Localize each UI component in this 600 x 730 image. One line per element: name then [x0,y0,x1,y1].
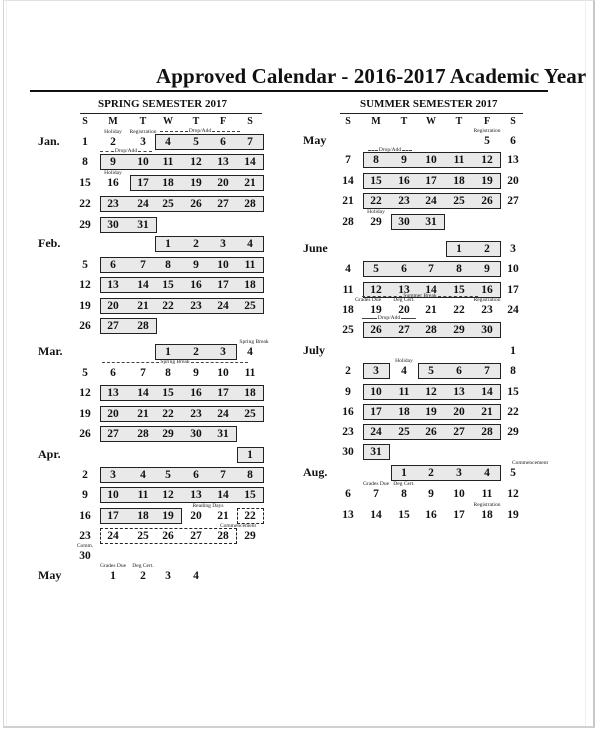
calendar-day: 13 [190,489,202,501]
calendar-day: 23 [190,408,202,420]
range-line [368,150,378,151]
calendar-day: 27 [190,530,202,542]
calendar-day: 19 [370,304,382,316]
calendar-day: 22 [162,408,174,420]
calendar-day: 29 [453,324,465,336]
calendar-day: 31 [137,219,149,231]
calendar-day: 14 [217,489,229,501]
calendar-day: 15 [398,509,410,521]
calendar-day: 3 [456,467,462,479]
calendar-day: 31 [217,428,229,440]
calendar-day: 6 [110,367,116,379]
calendar-day: 26 [79,428,91,440]
spring-day-annotation: Grades Due [99,563,127,569]
summer-weekday-header: F [483,116,491,127]
calendar-day: 7 [140,259,146,271]
spring-weekday-header: M [108,116,118,127]
summer-month-label: May [303,133,327,147]
calendar-day: 13 [107,387,119,399]
calendar-day: 27 [507,195,519,207]
summer-weekday-header: M [371,116,381,127]
calendar-day: 4 [193,570,199,582]
calendar-day: 19 [190,177,202,189]
spring-day-annotation: Holiday [104,129,122,135]
calendar-day: 17 [107,510,119,522]
calendar-day: 29 [244,530,256,542]
calendar-day: 3 [220,238,226,250]
calendar-day: 15 [370,175,382,187]
calendar-day: 8 [165,259,171,271]
calendar-day: 30 [481,324,493,336]
calendar-day: 27 [217,198,229,210]
calendar-day: 23 [398,195,410,207]
calendar-day: 2 [428,467,434,479]
calendar-day: 10 [217,367,229,379]
calendar-day: 5 [373,263,379,275]
calendar-day: 4 [140,469,146,481]
calendar-day: 24 [217,408,229,420]
range-line [362,296,402,297]
calendar-day: 17 [507,284,519,296]
calendar-day: 14 [481,386,493,398]
calendar-day: 11 [481,488,493,500]
calendar-day: 16 [190,387,202,399]
calendar-day: 4 [247,238,253,250]
calendar-day: 28 [244,198,256,210]
calendar-day: 3 [165,570,171,582]
calendar-day: 1 [510,345,516,357]
calendar-day: 5 [428,365,434,377]
calendar-day: 27 [398,324,410,336]
calendar-day: 16 [107,177,119,189]
summer-month-label: July [303,343,326,357]
calendar-day: 7 [220,469,226,481]
calendar-day: 12 [370,284,382,296]
calendar-day: 19 [481,175,493,187]
calendar-day: 11 [398,386,410,398]
calendar-day: 2 [193,238,199,250]
spring-semester-heading: SPRING SEMESTER 2017 [98,98,227,110]
range-label: Drop/Add [114,148,138,154]
calendar-day: 14 [137,279,149,291]
calendar-day: 22 [453,304,465,316]
calendar-day: 14 [370,509,382,521]
calendar-day: 4 [401,365,407,377]
calendar-day: 19 [162,510,174,522]
calendar-day: 9 [193,259,199,271]
calendar-day: 11 [244,367,256,379]
calendar-day: 2 [82,469,88,481]
calendar-day: 22 [370,195,382,207]
calendar-day: 4 [247,346,253,358]
calendar-day: 13 [107,279,119,291]
calendar-day: 28 [342,216,354,228]
calendar-day: 7 [428,263,434,275]
calendar-day: 10 [507,263,519,275]
calendar-day: 6 [193,469,199,481]
calendar-day: 5 [193,136,199,148]
calendar-day: 21 [217,510,229,522]
calendar-day: 22 [79,198,91,210]
calendar-day: 4 [484,467,490,479]
calendar-day: 7 [140,367,146,379]
calendar-day: 5 [510,467,516,479]
calendar-day: 20 [453,406,465,418]
calendar-day: 11 [244,259,256,271]
calendar-day: 26 [79,320,91,332]
calendar-day: 15 [79,177,91,189]
calendar-day: 18 [137,510,149,522]
calendar-day: 13 [507,154,519,166]
calendar-day: 18 [162,177,174,189]
calendar-day: 21 [137,408,149,420]
calendar-day: 12 [507,488,519,500]
calendar-day: 24 [425,195,437,207]
range-label: Drop/Add [188,128,212,134]
calendar-day: 5 [484,135,490,147]
calendar-day: 31 [425,216,437,228]
range-label: Summer Break [403,293,437,299]
spring-day-annotation: Registration [129,129,157,135]
summer-day-annotation: Deg Cert. [393,297,415,303]
calendar-day: 17 [217,279,229,291]
calendar-day: 25 [137,530,149,542]
calendar-day: 29 [507,426,519,438]
calendar-day: 9 [484,263,490,275]
calendar-day: 15 [507,386,519,398]
calendar-day: 18 [398,406,410,418]
calendar-day: 30 [190,428,202,440]
calendar-day: 12 [425,386,437,398]
calendar-day: 21 [342,195,354,207]
calendar-day: 30 [342,446,354,458]
calendar-day: 17 [425,175,437,187]
calendar-day: 27 [107,320,119,332]
calendar-day: 7 [247,136,253,148]
calendar-day: 9 [193,367,199,379]
summer-day-annotation: Holiday [395,358,413,364]
calendar-day: 23 [190,300,202,312]
calendar-day: 15 [244,489,256,501]
calendar-day: 5 [82,259,88,271]
calendar-day: 14 [244,156,256,168]
calendar-day: 5 [165,469,171,481]
calendar-day: 4 [165,136,171,148]
spring-day-annotation: Comm. [76,543,94,549]
summer-weekday-header: T [400,116,408,127]
calendar-day: 16 [79,510,91,522]
calendar-day: 6 [110,259,116,271]
range-label: Drop/Add [377,315,401,321]
spring-weekday-header: T [139,116,147,127]
calendar-day: 15 [453,284,465,296]
spring-weekday-header: F [219,116,227,127]
calendar-day: 7 [373,488,379,500]
calendar-day: 9 [401,154,407,166]
calendar-day: 8 [510,365,516,377]
summer-range-annotation [362,315,416,321]
calendar-day: 18 [481,509,493,521]
calendar-day: 25 [244,300,256,312]
spring-month-label: Jan. [38,134,60,148]
calendar-day: 16 [342,406,354,418]
range-line [401,318,416,319]
calendar-day: 11 [137,489,149,501]
range-label: Spring Break [160,359,190,365]
calendar-day: 8 [247,469,253,481]
calendar-day: 16 [481,284,493,296]
calendar-day: 18 [453,175,465,187]
calendar-day: 19 [79,300,91,312]
calendar-day: 8 [401,488,407,500]
calendar-day: 7 [345,154,351,166]
calendar-day: 25 [162,198,174,210]
calendar-day: 12 [481,154,493,166]
calendar-day: 30 [398,216,410,228]
calendar-day: 23 [342,426,354,438]
spring-month-label: Apr. [38,447,61,461]
calendar-day: 11 [453,154,465,166]
calendar-day: 10 [217,259,229,271]
summer-semester-heading: SUMMER SEMESTER 2017 [360,98,498,110]
calendar-day: 13 [342,509,354,521]
summer-weekday-header: W [426,116,436,127]
calendar-day: 9 [110,156,116,168]
calendar-day: 21 [244,177,256,189]
calendar-day: 23 [79,530,91,542]
summer-range-annotation [368,147,412,153]
summer-weekday-header: S [510,116,516,127]
summer-weekday-header: T [455,116,463,127]
spring-day-annotation: Commencement [219,523,257,529]
calendar-day: 30 [107,219,119,231]
calendar-day: 2 [140,570,146,582]
calendar-day: 31 [370,446,382,458]
spring-weekday-header: S [82,116,88,127]
calendar-day: 25 [398,426,410,438]
calendar-day: 29 [79,219,91,231]
summer-range-annotation [362,293,478,299]
calendar-day: 17 [370,406,382,418]
calendar-day: 28 [481,426,493,438]
calendar-day: 8 [456,263,462,275]
calendar-day: 9 [428,488,434,500]
calendar-day: 16 [425,509,437,521]
calendar-day: 24 [137,198,149,210]
summer-day-annotation: Registration [473,128,501,134]
calendar-day: 28 [425,324,437,336]
summer-day-annotation: Registration [473,502,501,508]
calendar-day: 16 [398,175,410,187]
range-label: Drop/Add [378,147,402,153]
calendar-day: 28 [137,320,149,332]
calendar-day: 15 [162,387,174,399]
calendar-day: 8 [82,156,88,168]
calendar-day: 27 [453,426,465,438]
calendar-day: 29 [370,216,382,228]
calendar-day: 1 [247,449,253,461]
calendar-day: 14 [342,175,354,187]
calendar-day: 18 [244,387,256,399]
calendar-day: 21 [137,300,149,312]
calendar-day: 14 [425,284,437,296]
calendar-day: 15 [162,279,174,291]
calendar-day: 8 [165,367,171,379]
calendar-day: 17 [217,387,229,399]
calendar-day: 18 [244,279,256,291]
calendar-day: 12 [79,387,91,399]
calendar-day: 22 [244,510,256,522]
calendar-day: 6 [345,488,351,500]
spring-month-label: Mar. [38,344,63,358]
calendar-day: 24 [370,426,382,438]
calendar-day: 19 [507,509,519,521]
calendar-day: 17 [453,509,465,521]
calendar-day: 28 [137,428,149,440]
calendar-day: 9 [82,489,88,501]
calendar-day: 7 [484,365,490,377]
calendar-day: 24 [107,530,119,542]
calendar-day: 20 [217,177,229,189]
calendar-day: 24 [507,304,519,316]
calendar-day: 20 [190,510,202,522]
spring-day-annotation: Deg Cert. [132,563,154,569]
spring-weekday-header: T [192,116,200,127]
calendar-day: 13 [398,284,410,296]
calendar-day: 13 [217,156,229,168]
summer-day-annotation: Holiday [367,209,385,215]
spring-month-label: May [38,568,62,582]
calendar-day: 1 [110,570,116,582]
calendar-day: 3 [373,365,379,377]
calendar-day: 27 [107,428,119,440]
calendar-day: 30 [79,550,91,562]
calendar-day: 10 [453,488,465,500]
calendar-day: 23 [107,198,119,210]
calendar-day: 1 [456,243,462,255]
spring-weekday-header: W [163,116,173,127]
calendar-day: 19 [425,406,437,418]
calendar-day: 28 [217,530,229,542]
calendar-day: 10 [425,154,437,166]
calendar-day: 12 [79,279,91,291]
page-title: Approved Calendar - 2016-2017 Academic Year [156,64,587,88]
calendar-day: 13 [453,386,465,398]
calendar-day: 1 [165,238,171,250]
calendar-day: 18 [342,304,354,316]
calendar-day: 5 [82,367,88,379]
calendar-day: 16 [190,279,202,291]
range-line [438,296,478,297]
spring-day-annotation: Reading Days [192,503,224,509]
calendar-day: 2 [345,365,351,377]
calendar-day: 14 [137,387,149,399]
calendar-day: 8 [373,154,379,166]
calendar-day: 6 [456,365,462,377]
spring-day-annotation: Holiday [104,170,122,176]
calendar-day: 6 [401,263,407,275]
calendar-day: 3 [140,136,146,148]
calendar-day: 20 [107,300,119,312]
calendar-day: 26 [190,198,202,210]
calendar-day: 4 [345,263,351,275]
calendar-day: 6 [510,135,516,147]
summer-day-annotation: Deg Cert. [393,481,415,487]
calendar-day: 6 [220,136,226,148]
calendar-day: 3 [110,469,116,481]
spring-weekday-header: S [247,116,253,127]
calendar-day: 10 [107,489,119,501]
calendar-day: 25 [453,195,465,207]
calendar-day: 19 [79,408,91,420]
calendar-day: 21 [425,304,437,316]
summer-day-annotation: Grades Due [354,297,382,303]
calendar-day: 17 [137,177,149,189]
range-line [362,318,377,319]
calendar-day: 23 [481,304,493,316]
spring-month-label: Feb. [38,236,61,250]
calendar-day: 20 [107,408,119,420]
summer-month-label: June [303,241,328,255]
calendar-day: 1 [401,467,407,479]
calendar-day: 2 [110,136,116,148]
calendar-day: 3 [220,346,226,358]
calendar-day: 11 [342,284,354,296]
calendar-day: 25 [342,324,354,336]
summer-day-annotation: Commencement [511,460,549,466]
range-line [402,150,412,151]
calendar-day: 26 [481,195,493,207]
calendar-day: 11 [162,156,174,168]
calendar-day: 10 [137,156,149,168]
summer-weekday-header: S [345,116,351,127]
calendar-day: 1 [165,346,171,358]
summer-month-label: Aug. [303,465,328,479]
calendar-day: 12 [162,489,174,501]
calendar-day: 9 [345,386,351,398]
calendar-day: 22 [162,300,174,312]
summer-day-annotation: Grades Due [362,481,390,487]
summer-day-annotation: Registration [473,297,501,303]
spring-day-annotation: Spring Break [239,339,269,345]
calendar-day: 24 [217,300,229,312]
calendar-day: 20 [507,175,519,187]
calendar-day: 26 [425,426,437,438]
calendar-day: 26 [370,324,382,336]
calendar-day: 29 [162,428,174,440]
calendar-day: 2 [484,243,490,255]
calendar-day: 25 [244,408,256,420]
calendar-day: 12 [190,156,202,168]
calendar-day: 20 [398,304,410,316]
calendar-day: 1 [82,136,88,148]
calendar-day: 10 [370,386,382,398]
calendar-day: 2 [193,346,199,358]
calendar-day: 3 [510,243,516,255]
calendar-day: 26 [162,530,174,542]
calendar-day: 22 [507,406,519,418]
calendar-day: 21 [481,406,493,418]
